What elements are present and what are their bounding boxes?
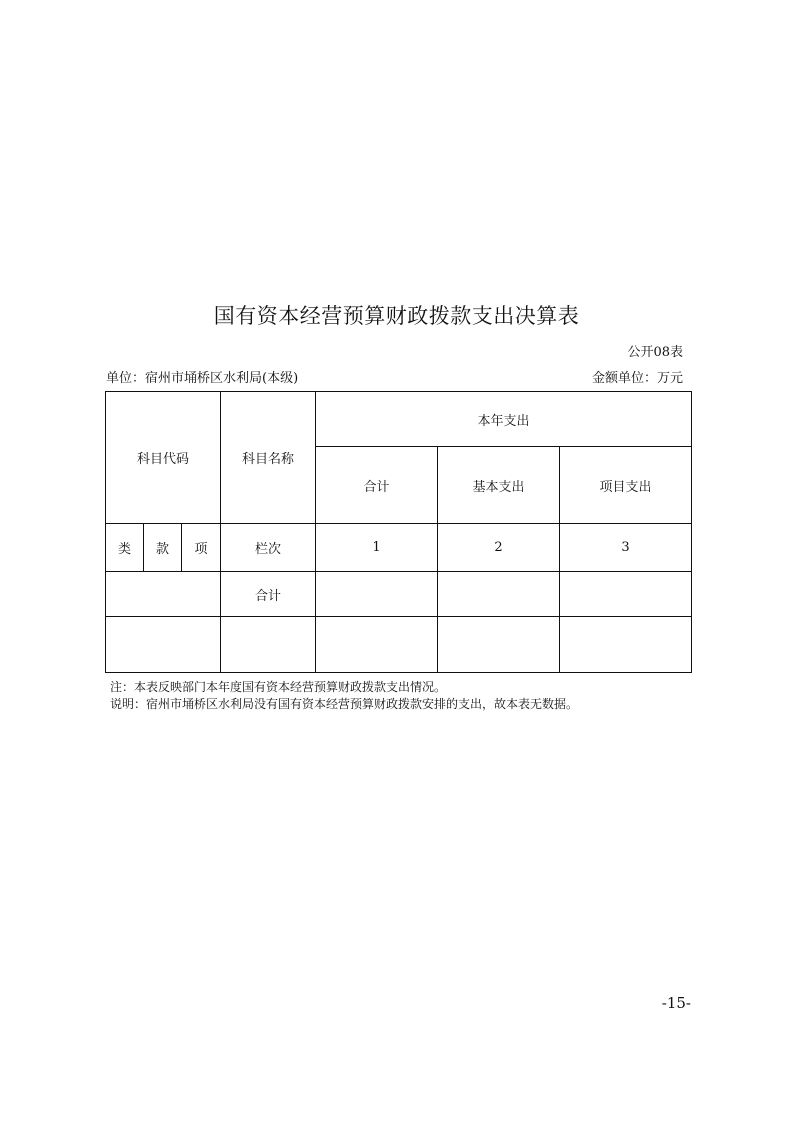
index-col-1: 1 bbox=[316, 524, 438, 572]
index-col-3: 3 bbox=[560, 524, 692, 572]
note-line: 注：本表反映部门本年度国有资本经营预算财政拨款支出情况。 bbox=[110, 680, 447, 694]
empty-row-total bbox=[316, 617, 438, 673]
amount-unit-label: 金额单位：万元 bbox=[591, 371, 683, 386]
page-title: 国有资本经营预算财政拨款支出决算表 bbox=[213, 304, 580, 328]
page-number: -15- bbox=[661, 994, 691, 1012]
total-row-project bbox=[560, 572, 692, 617]
unit-label: 单位：宿州市埇桥区水利局(本级) bbox=[106, 371, 299, 386]
form-code: 公开08表 bbox=[627, 345, 683, 360]
index-item: 项 bbox=[182, 524, 221, 572]
header-subject-name: 科目名称 bbox=[221, 392, 316, 524]
total-row-basic bbox=[438, 572, 560, 617]
index-row bbox=[106, 524, 692, 572]
total-row-label: 合计 bbox=[221, 572, 316, 617]
empty-row-name bbox=[221, 617, 316, 673]
total-row-total bbox=[316, 572, 438, 617]
expenditure-table bbox=[105, 391, 692, 673]
header-project-expenditure: 项目支出 bbox=[560, 447, 692, 524]
explanation-line: 说明：宿州市埇桥区水利局没有国有资本经营预算财政拨款安排的支出，故本表无数据。 bbox=[110, 697, 579, 711]
empty-row bbox=[106, 617, 692, 673]
total-row bbox=[106, 572, 692, 617]
header-subject-code: 科目代码 bbox=[106, 392, 221, 524]
index-column-label: 栏次 bbox=[221, 524, 316, 572]
index-category: 类 bbox=[106, 524, 144, 572]
notes bbox=[110, 679, 578, 713]
empty-row-project bbox=[560, 617, 692, 673]
index-section: 款 bbox=[144, 524, 182, 572]
empty-row-basic bbox=[438, 617, 560, 673]
index-col-2: 2 bbox=[438, 524, 560, 572]
header-total: 合计 bbox=[316, 447, 438, 524]
header-basic-expenditure: 基本支出 bbox=[438, 447, 560, 524]
header-current-year-expenditure: 本年支出 bbox=[316, 392, 692, 447]
empty-row-code bbox=[106, 617, 221, 673]
total-row-code bbox=[106, 572, 221, 617]
header-row-1 bbox=[106, 392, 692, 447]
